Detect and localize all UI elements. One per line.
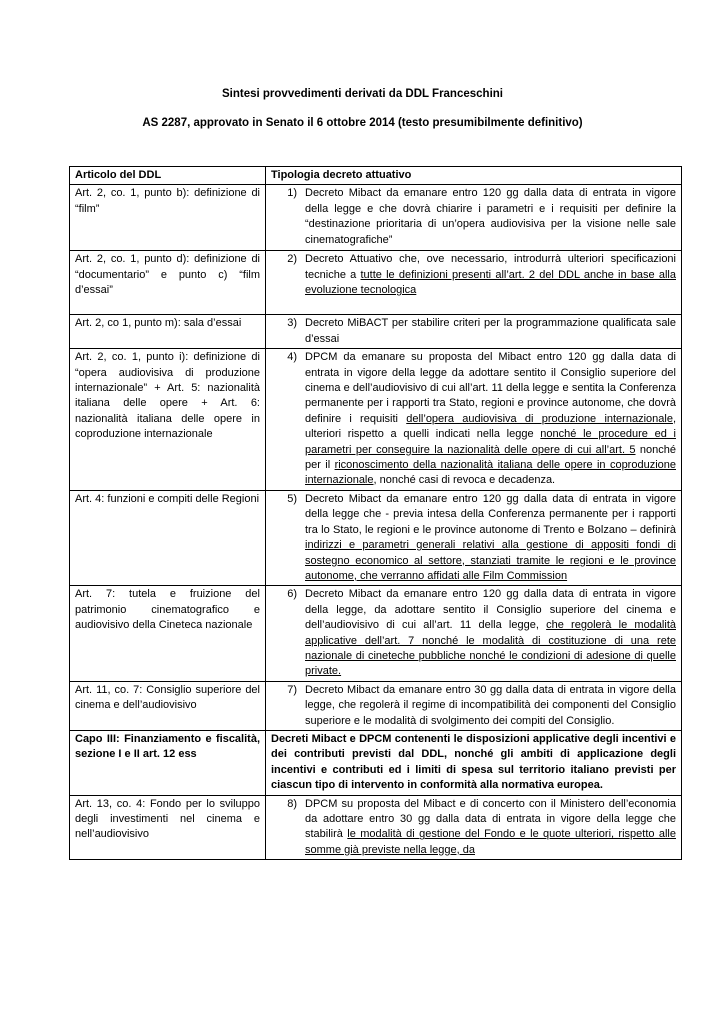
item-number: 8) xyxy=(287,797,297,810)
decree-text: Decreto Attuativo che, ove necessario, introdurrà ulteriori specificazioni tecniche a tutte le definizioni presenti all’art. 2 del DDL anche in base alla evoluzione tecnologica xyxy=(305,253,676,297)
article-cell: Art. 11, co. 7: Consiglio superiore del cinema e dell’audiovisivo xyxy=(70,681,266,730)
article-cell: Art. 13, co. 4: Fondo per lo sviluppo degli investimenti nel cinema e nell’audiovisivo xyxy=(70,795,266,860)
decree-text: DPCM da emanare su proposta del Mibact entro 120 gg dalla data di entrata in vigore della legge da adottare sentito il Consiglio superiore del cinema e dell’audiovisivo di cui all’art. 11 della legge e sentita la Conferenza permanente per i rapporti tra Stato, regioni e province autonome, che dovrà definire i requisiti dell’opera audiovisiva di produzione internazionale, ulteriori rispetto a quelli indicati nella legge nonché le procedure ed i parametri per conseguire la nazionalità delle opere di cui all’art. 5 nonché per il riconoscimento della nazionalità italiana delle opere in coproduzione internazionale, nonché casi di revoca e decadenza. xyxy=(305,351,676,487)
decree-text: Decreto Mibact da emanare entro 120 gg dalla data di entrata in vigore della legge, da adottare sentito il Consiglio superiore del cinema e dell’audiovisivo di cui all’art. 11 della legge, che regolerà le modalità applicative dell’art. 7 nonché le modalità di costituzione di una rete nazionale di cineteche pubbliche nonché le condizioni di adesione di quelle private. xyxy=(305,588,676,678)
table-header-row xyxy=(70,167,682,185)
decree-cell xyxy=(266,251,682,315)
header-article: Articolo del DDL xyxy=(70,167,266,185)
decree-cell xyxy=(266,795,682,860)
table-row xyxy=(70,349,682,491)
table-row xyxy=(70,795,682,860)
decree-cell: Decreti Mibact e DPCM contenenti le disposizioni applicative degli incentivi e dei contributi previsti dal DDL, nonché gli ambiti di applicazione degli incentivi e contributi ed i limiti di spesa sul territorio italiano previsti per ciascun tipo di intervento in conformità alla normativa europea. xyxy=(266,730,682,795)
table-row xyxy=(70,730,682,795)
article-cell: Art. 7: tutela e fruizione del patrimonio cinematografico e audiovisivo della Cineteca nazionale xyxy=(70,586,266,681)
table-row xyxy=(70,185,682,251)
item-number: 6) xyxy=(287,588,297,601)
article-cell: Art. 4: funzioni e compiti delle Regioni xyxy=(70,490,266,585)
decree-cell xyxy=(266,185,682,251)
decree-cell xyxy=(266,586,682,681)
decree-text: Decreto Mibact da emanare entro 120 gg dalla data di entrata in vigore della legge che - previa intesa della Conferenza permanente per i rapporti tra lo Stato, le regioni e le province autonome di Trento e Bolzano – definirà indirizzi e parametri generali relativi alla gestione di appositi fondi di sostegno economico al settore, stanziati tramite le regioni e le province autonome, che verranno affidati alle Film Commission xyxy=(305,492,676,582)
document-subtitle: AS 2287, approvato in Senato il 6 ottobre 2014 (testo presumibilmente definitivo) xyxy=(142,117,583,129)
item-number: 2) xyxy=(287,253,297,266)
decree-cell xyxy=(266,681,682,730)
article-cell: Art. 2, co. 1, punto d): definizione di “documentario” e punto c) “film d’essai” xyxy=(70,251,266,315)
article-cell: Art. 2, co. 1, punto b): definizione di “film” xyxy=(70,185,266,251)
article-cell: Art. 2, co. 1, punto i): definizione di “opera audiovisiva di produzione internazionale” + Art. 5: nazionalità italiana delle opere + Art. 6: nazionalità italiana delle opere in coproduzione internazionale xyxy=(70,349,266,491)
decree-cell xyxy=(266,315,682,349)
decree-cell xyxy=(266,349,682,491)
document-title: Sintesi provvedimenti derivati da DDL Franceschini xyxy=(222,88,503,100)
item-number: 4) xyxy=(287,351,297,364)
decree-text: Decreto Mibact da emanare entro 30 gg dalla data di entrata in vigore della legge, che regolerà il regime di incompatibilità dei componenti del Consiglio superiore e le modalità di svolgimento dei compiti del Consiglio. xyxy=(305,683,676,727)
table-row xyxy=(70,586,682,681)
item-number: 5) xyxy=(287,492,297,505)
article-cell: Capo III: Finanziamento e fiscalità, sezione I e II art. 12 ess xyxy=(70,730,266,795)
item-number: 7) xyxy=(287,683,297,696)
decree-text: DPCM su proposta del Mibact e di concerto con il Ministero dell’economia da adottare entro 30 gg dalla data di entrata in vigore della legge che stabilirà le modalità di gestione del Fondo e le quote ulteriori, rispetto alle somme già previste nella legge, da xyxy=(305,797,676,856)
table-row xyxy=(70,681,682,730)
table-row xyxy=(70,315,682,349)
header-decree-type: Tipologia decreto attuativo xyxy=(266,167,682,185)
decree-text: Decreto Mibact da emanare entro 120 gg dalla data di entrata in vigore della legge e che dovrà chiarire i parametri e i requisiti per definire la “destinazione prioritaria di un’opera audiovisiva per la visione nelle sale cinematografiche” xyxy=(305,187,676,246)
table-row xyxy=(70,490,682,585)
item-number: 3) xyxy=(287,317,297,330)
article-cell: Art. 2, co 1, punto m): sala d’essai xyxy=(70,315,266,349)
provisions-table xyxy=(69,166,682,860)
item-number: 1) xyxy=(287,187,297,200)
decree-cell xyxy=(266,490,682,585)
decree-text: Decreto MiBACT per stabilire criteri per la programmazione qualificata sale d’essai xyxy=(305,317,676,345)
table-row xyxy=(70,251,682,315)
